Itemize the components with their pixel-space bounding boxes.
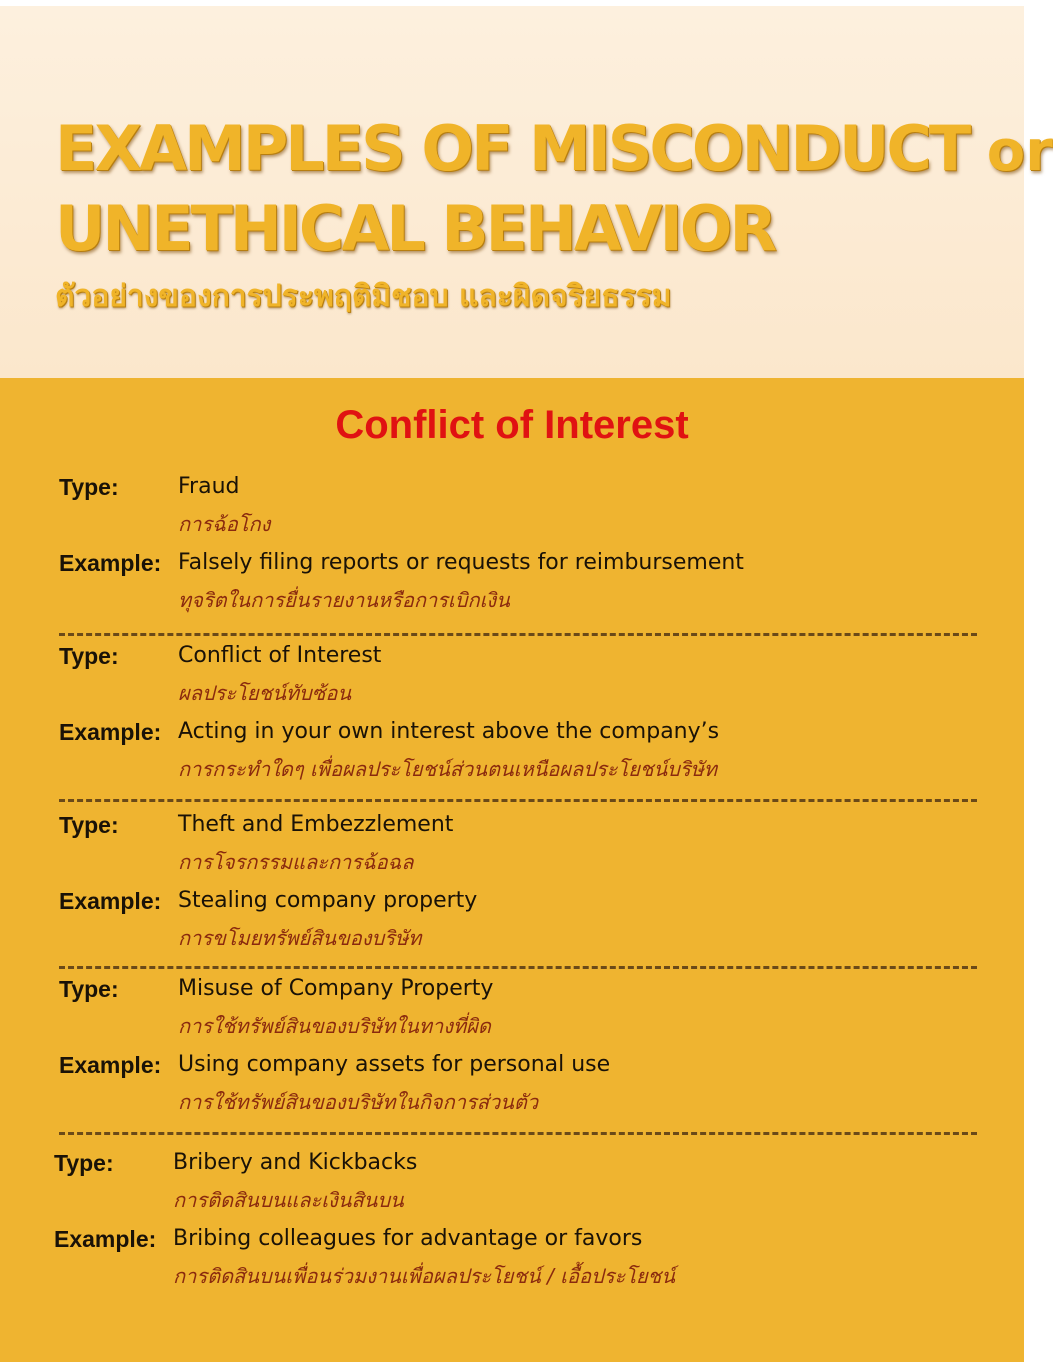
example-value: Using company assets for personal use [178, 1052, 611, 1077]
example-value: Acting in your own interest above the company’s [178, 719, 720, 744]
content-panel [0, 378, 1024, 1362]
type-value: Conflict of Interest [178, 643, 382, 668]
type-value: Misuse of Company Property [178, 976, 494, 1001]
example-label: Example: [54, 1226, 157, 1252]
example-thai: การขโมยทรัพย์สินของบริษัท [178, 926, 422, 950]
section-title: Conflict of Interest [335, 403, 689, 447]
example-value: Bribing colleagues for advantage or favors [173, 1226, 643, 1251]
example-label: Example: [59, 719, 162, 745]
type-thai: การฉ้อโกง [178, 512, 271, 536]
example-label: Example: [59, 1052, 162, 1078]
example-thai: การใช้ทรัพย์สินของบริษัทในกิจการส่วนตัว [178, 1090, 539, 1114]
example-thai: การกระทำใดๆ เพื่อผลประโยชน์ส่วนตนเหนือผลประโยชน์บริษัท [178, 757, 717, 781]
example-thai: ทุจริตในการยื่นรายงานหรือการเบิกเงิน [178, 588, 510, 612]
type-label: Type: [59, 643, 119, 669]
type-thai: การใช้ทรัพย์สินของบริษัทในทางที่ผิด [178, 1014, 491, 1038]
dashed-divider [59, 966, 977, 969]
example-label: Example: [59, 550, 162, 576]
type-thai: ผลประโยชน์ทับซ้อน [178, 681, 351, 705]
example-value: Stealing company property [178, 888, 478, 913]
type-label: Type: [59, 474, 119, 500]
dashed-divider [59, 1132, 977, 1135]
thai-subtitle: ตัวอย่างของการประพฤติมิชอบ และผิดจริยธรรม [55, 279, 672, 314]
example-label: Example: [59, 888, 162, 914]
type-value: Theft and Embezzlement [178, 812, 454, 837]
type-thai: การติดสินบนและเงินสินบน [173, 1188, 404, 1212]
type-thai: การโจรกรรมและการฉ้อฉล [178, 850, 414, 874]
main-title-or: or [986, 119, 1053, 184]
type-label: Type: [54, 1150, 114, 1176]
dashed-divider [59, 799, 977, 802]
main-title-line-2: UNETHICAL BEHAVIOR [55, 192, 775, 265]
type-value: Fraud [178, 474, 240, 499]
main-title-line-1 [55, 112, 1053, 185]
dashed-divider [59, 633, 977, 636]
type-label: Type: [59, 812, 119, 838]
example-value: Falsely filing reports or requests for reimbursement [178, 550, 744, 575]
example-thai: การติดสินบนเพื่อนร่วมงานเพื่อผลประโยชน์ / เอื้อประโยชน์ [173, 1264, 675, 1288]
main-title-line-1-text: EXAMPLES OF MISCONDUCT [55, 112, 969, 185]
type-value: Bribery and Kickbacks [173, 1150, 418, 1175]
type-label: Type: [59, 976, 119, 1002]
